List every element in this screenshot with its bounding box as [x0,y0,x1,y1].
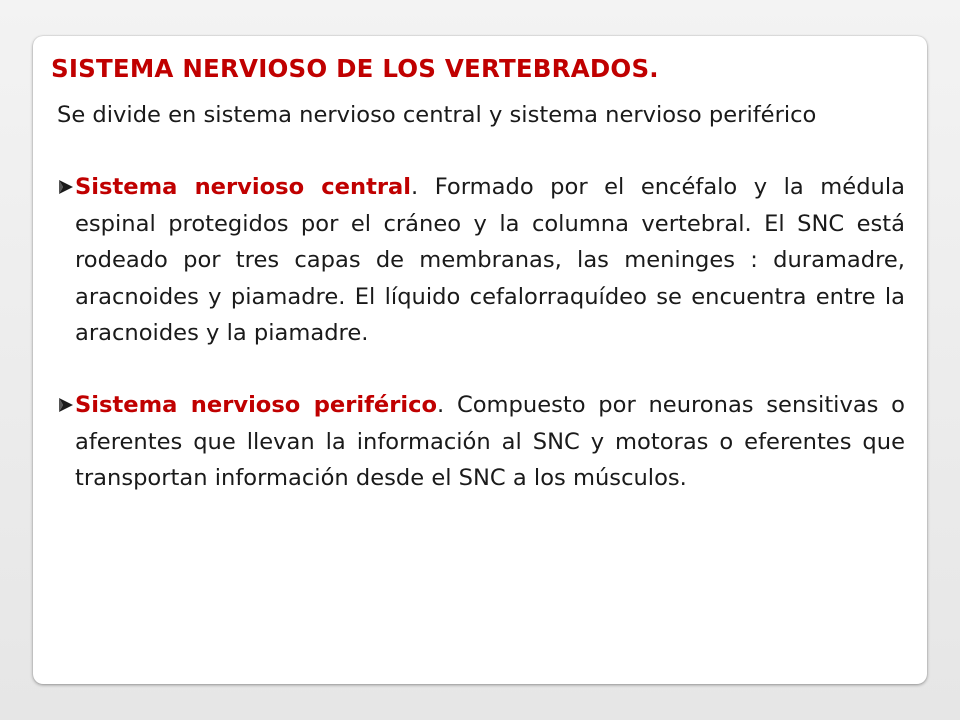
slide-panel [33,36,927,684]
bullet-paragraph [57,387,905,496]
bullet-term: Sistema nervioso periférico [75,392,438,419]
bullet-term: Sistema nervioso central [75,174,412,201]
arrow-bullet-icon [58,178,74,196]
bullet-paragraph [57,169,905,351]
slide-title: SISTEMA NERVIOSO DE LOS VERTEBRADOS. [51,54,659,83]
bullet-text: . Formado por el encéfalo y la médula espinal protegidos por el cráneo y la columna vertebral. El SNC está rodeado por tres capas de membranas, las meninges : duramadre, aracnoides y piamadre. El líquido cefalorraquídeo se encuentra entre la aracnoides y la piamadre. [75,174,905,347]
bullet-text: . Compuesto por neuronas sensitivas o aferentes que llevan la información al SNC y motoras o eferentes que transportan información desde el SNC a los músculos. [75,392,905,492]
bullet-peripheral [57,387,905,496]
intro-paragraph: Se divide en sistema nervioso central y sistema nervioso periférico [57,102,817,128]
bullet-central [57,169,905,351]
arrow-bullet-icon [58,396,74,414]
slide-body [57,97,905,533]
